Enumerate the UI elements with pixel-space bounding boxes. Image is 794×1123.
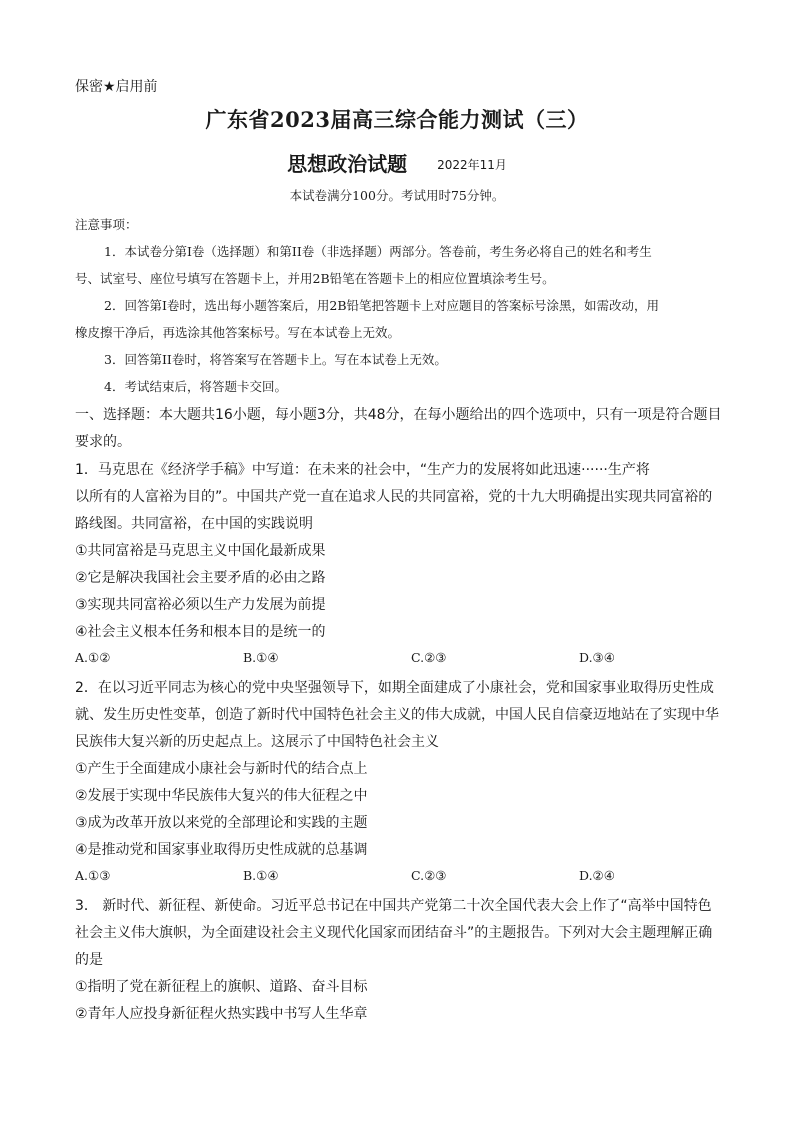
notice-line: 号、试室号、座位号填写在答题卡上，并用2B铅笔在答题卡上的相应位置填涂考生号。 [75,271,555,286]
q2-option-b[interactable]: B.①④ [243,868,279,883]
q2-item: ③成为改革开放以来党的全部理论和实践的主题 [75,815,368,831]
q1-item: ②它是解决我国社会主要矛盾的必由之路 [75,570,326,586]
q1-item: ③实现共同富裕必须以生产力发展为前提 [75,597,326,613]
q2-option-c[interactable]: C.②③ [411,868,447,883]
section-heading-cont: 要求的。 [75,434,131,450]
notice-line: 4．考试结束后，将答题卡交回。 [104,379,287,394]
q1-option-c[interactable]: C.②③ [411,650,447,665]
secret-mark: 保密★启用前 [75,79,158,95]
q1-option-b[interactable]: B.①④ [243,650,279,665]
q1-stem: 以所有的人富裕为目的”。中国共产党一直在追求人民的共同富裕，党的十九大明确提出实现共同富裕的 [75,489,713,505]
q1-stem: 1．马克思在《经济学手稿》中写道：在未来的社会中，“生产力的发展将如此迅速······生产将 [75,462,650,478]
q3-stem: 社会主义伟大旗帜，为全面建设社会主义现代化国家而团结奋斗”的主题报告。下列对大会主题理解正确 [75,925,713,941]
q3-item: ②青年人应投身新征程火热实践中书写人生华章 [75,1006,368,1022]
q1-stem: 路线图。共同富裕，在中国的实践说明 [75,516,313,532]
section-heading: 一、选择题：本大题共16小题，每小题3分，共48分，在每小题给出的四个选项中，只有一项是符合题目 [75,407,722,423]
notice-heading: 注意事项： [75,217,138,232]
q2-stem: 就、发生历史性变革，创造了新时代中国特色社会主义的伟大成就，中国人民自信豪迈地站在了实现中华 [75,707,719,723]
exam-date: 2022年11月 [437,158,507,172]
exam-title: 广东省2023届高三综合能力测试（三） [205,107,589,132]
q2-option-d[interactable]: D.②④ [579,868,615,883]
q2-option-a[interactable]: A.①③ [75,868,111,883]
q3-item: ①指明了党在新征程上的旗帜、道路、奋斗目标 [75,979,368,995]
q3-stem: 的是 [75,952,103,968]
q2-stem: 2．在以习近平同志为核心的党中央坚强领导下，如期全面建成了小康社会，党和国家事业取得历史性成 [75,680,714,696]
notice-line: 橡皮擦干净后，再选涂其他答案标号。写在本试卷上无效。 [75,325,401,340]
notice-line: 1．本试卷分第I卷（选择题）和第II卷（非选择题）两部分。答卷前，考生务必将自己的姓名和考生 [104,244,652,259]
exam-subtitle: 思想政治试题 [287,152,408,176]
q2-item: ①产生于全面建成小康社会与新时代的结合点上 [75,761,368,777]
notice-line: 3．回答第II卷时，将答案写在答题卡上。写在本试卷上无效。 [104,352,447,367]
q2-item: ④是推动党和国家事业取得历史性成就的总基调 [75,842,368,858]
q2-item: ②发展于实现中华民族伟大复兴的伟大征程之中 [75,788,368,804]
q1-item: ④社会主义根本任务和根本目的是统一的 [75,624,326,640]
notice-line: 2．回答第I卷时，选出每小题答案后，用2B铅笔把答题卡上对应题目的答案标号涂黑，如需改动，用 [104,298,660,313]
q1-item: ①共同富裕是马克思主义中国化最新成果 [75,543,326,559]
q1-option-a[interactable]: A.①② [75,650,111,665]
subtitle-row [0,148,794,177]
exam-info: 本试卷满分100分。考试用时75分钟。 [289,188,505,203]
q3-stem: 3． 新时代、新征程、新使命。习近平总书记在中国共产党第二十次全国代表大会上作了“高举中国特色 [75,898,712,914]
q2-stem: 民族伟大复兴新的历史起点上。这展示了中国特色社会主义 [75,734,439,750]
q1-option-d[interactable]: D.③④ [579,650,615,665]
